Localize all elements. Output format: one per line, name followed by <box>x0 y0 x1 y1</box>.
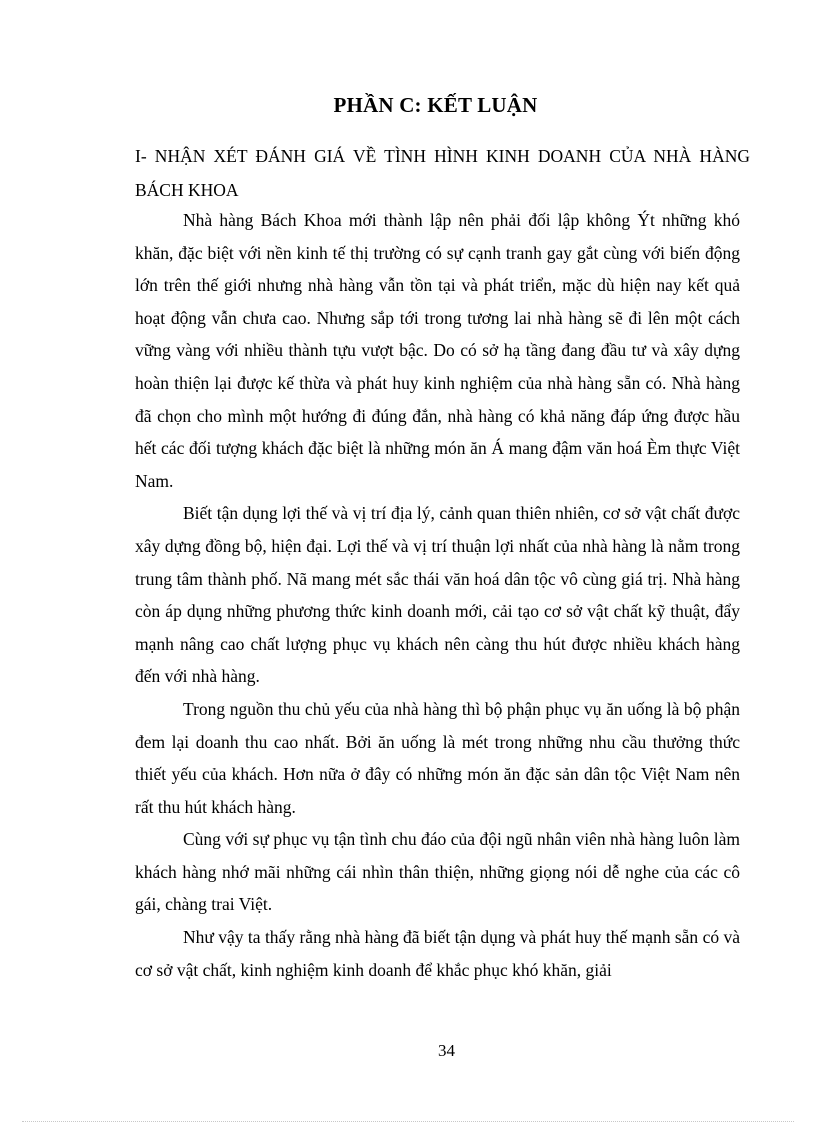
page-bottom-divider <box>22 1121 794 1122</box>
paragraph-2: Biết tận dụng lợi thế và vị trí địa lý, cảnh quan thiên nhiên, cơ sở vật chất được xây dựng đồng bộ, hiện đại. Lợi thế và vị trí thuận lợi nhất của nhà hàng là nằm trong trung tâm thành phố. Nã mang mét sắc thái văn hoá dân tộc vô cùng giá trị. Nhà hàng còn áp dụng những phương thức kinh doanh mới, cải tạo cơ sở vật chất kỹ thuật, đẩy mạnh nâng cao chất lượng phục vụ khách nên càng thu hút được nhiều khách hàng đến với nhà hàng. <box>135 503 740 687</box>
paragraph-1: Nhà hàng Bách Khoa mới thành lập nên phải đối lập không Ýt những khó khăn, đặc biệt với nền kinh tế thị trường có sự cạnh tranh gay gắt cùng với biến động lớn trên thế giới nhưng nhà hàng vẫn tồn tại và phát triển, mặc dù hiện nay kết quả hoạt động vẫn chưa cao. Nhưng sắp tới trong tương lai nhà hàng sẽ đi lên một cách vững vàng với nhiều thành tựu vượt bậc. Do có sở hạ tầng đang đầu tư và xây dựng hoàn thiện lại được kế thừa và phát huy kinh nghiệm của nhà hàng sẵn có. Nhà hàng đã chọn cho mình một hướng đi đúng đắn, nhà hàng có khả năng đáp ứng được hầu hết các đối tượng khách đặc biệt là những món ăn Á mang đậm văn hoá Èm thực Việt Nam. <box>135 210 740 491</box>
page-number: 34 <box>438 1041 455 1060</box>
section-heading-line1: I- NHẬN XÉT ĐÁNH GIÁ VỀ TÌNH HÌNH KINH DOANH CỦA NHÀ HÀNG <box>135 146 750 166</box>
section-heading <box>135 139 750 207</box>
paragraph-5: Như vậy ta thấy rằng nhà hàng đã biết tận dụng và phát huy thế mạnh sẵn có và cơ sở vật chất, kinh nghiệm kinh doanh để khắc phục khó khăn, giải <box>135 927 740 980</box>
page-title: PHẦN C: KẾT LUẬN <box>333 93 538 117</box>
paragraph-4: Cùng với sự phục vụ tận tình chu đáo của đội ngũ nhân viên nhà hàng luôn làm khách hàng nhớ mãi những cái nhìn thân thiện, những giọng nói dễ nghe của các cô gái, chàng trai Việt. <box>135 829 740 915</box>
paragraph-3: Trong nguồn thu chủ yếu của nhà hàng thì bộ phận phục vụ ăn uống là bộ phận đem lại doanh thu cao nhất. Bởi ăn uống là mét trong những nhu cầu thưởng thức thiết yếu của khách. Hơn nữa ở đây có những món ăn đặc sản dân tộc Việt Nam nên rất thu hút khách hàng. <box>135 698 740 817</box>
body-text <box>135 204 740 986</box>
section-heading-line2: BÁCH KHOA <box>135 180 239 200</box>
